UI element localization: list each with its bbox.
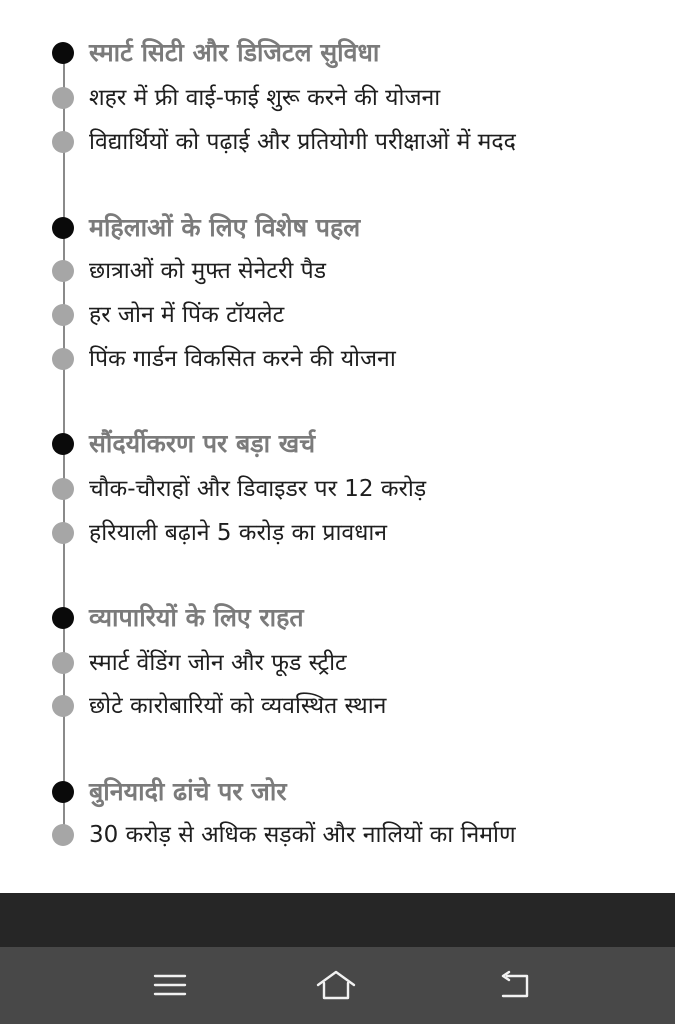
menu-icon (153, 971, 187, 999)
list-item-text: छात्राओं को मुफ्त सेनेटरी पैड (89, 258, 327, 284)
home-button[interactable] (314, 965, 358, 1005)
item-bullet-icon (52, 824, 74, 846)
section-heading-row (0, 33, 675, 73)
section-heading: व्यापारियों के लिए राहत (89, 603, 304, 632)
heading-bullet-icon (52, 42, 74, 64)
section-heading: महिलाओं के लिए विशेष पहल (89, 213, 361, 242)
bottom-band (0, 893, 675, 947)
list-item (0, 686, 675, 726)
section-heading: सौंदर्यीकरण पर बड़ा खर्च (89, 429, 316, 458)
list-item-text: शहर में फ्री वाई-फाई शुरू करने की योजना (89, 85, 441, 111)
list-item-text: चौक-चौराहों और डिवाइडर पर 12 करोड़ (89, 476, 427, 502)
item-bullet-icon (52, 522, 74, 544)
back-icon (497, 970, 533, 1000)
section-heading-row (0, 598, 675, 638)
heading-bullet-icon (52, 607, 74, 629)
heading-bullet-icon (52, 433, 74, 455)
home-icon (314, 968, 358, 1002)
list-item-text: पिंक गार्डन विकसित करने की योजना (89, 346, 396, 372)
list-item-text: स्मार्ट वेंडिंग जोन और फूड स्ट्रीट (89, 650, 347, 676)
item-bullet-icon (52, 478, 74, 500)
list-item (0, 469, 675, 509)
list-item (0, 339, 675, 379)
section-heading-row (0, 772, 675, 812)
list-item-text: छोटे कारोबारियों को व्यवस्थित स्थान (89, 693, 387, 719)
item-bullet-icon (52, 652, 74, 674)
list-item-text: विद्यार्थियों को पढ़ाई और प्रतियोगी परीक्षाओं में मदद (89, 129, 516, 155)
section-heading-row (0, 208, 675, 248)
section-heading: स्मार्ट सिटी और डिजिटल सुविधा (89, 38, 380, 67)
list-item-text: हरियाली बढ़ाने 5 करोड़ का प्रावधान (89, 520, 388, 546)
list-item (0, 815, 675, 855)
back-button[interactable] (493, 965, 537, 1005)
item-bullet-icon (52, 695, 74, 717)
item-bullet-icon (52, 260, 74, 282)
heading-bullet-icon (52, 217, 74, 239)
list-item (0, 513, 675, 553)
list-item-text: हर जोन में पिंक टॉयलेट (89, 302, 285, 328)
list-item-text: 30 करोड़ से अधिक सड़कों और नालियों का निर्माण (89, 822, 516, 848)
section-heading: बुनियादी ढांचे पर जोर (89, 777, 287, 806)
menu-button[interactable] (148, 965, 192, 1005)
list-item (0, 643, 675, 683)
heading-bullet-icon (52, 781, 74, 803)
list-item (0, 78, 675, 118)
system-navigation-bar (0, 947, 675, 1024)
item-bullet-icon (52, 304, 74, 326)
list-item (0, 251, 675, 291)
list-item (0, 122, 675, 162)
item-bullet-icon (52, 131, 74, 153)
list-item (0, 295, 675, 335)
item-bullet-icon (52, 87, 74, 109)
item-bullet-icon (52, 348, 74, 370)
section-heading-row (0, 424, 675, 464)
